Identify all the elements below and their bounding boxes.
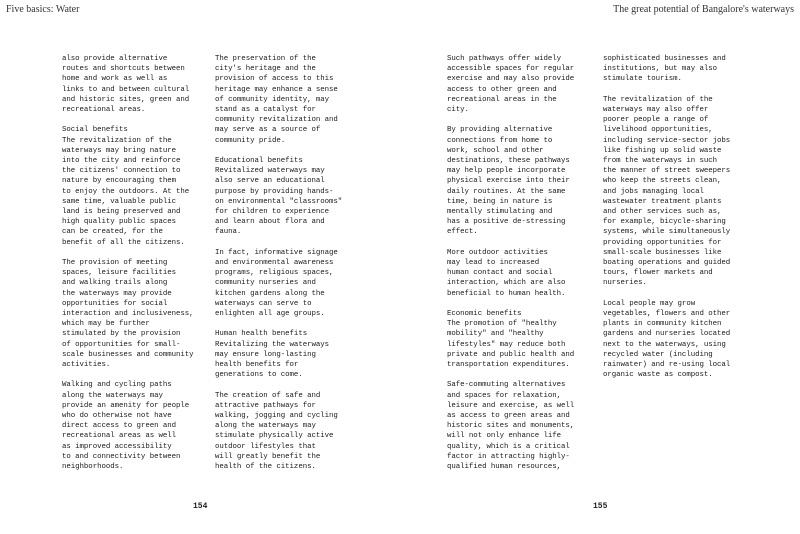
paragraph: Human health benefits Revitalizing the waterways may ensure long-lasting health benefits for generations to come. [215, 330, 330, 380]
paragraph: Local people may grow vegetables, flowers and other plants in community kitchen gardens and nurseries located next to the waterways, using recycled water (including rainwater) and re-using local organic waste as compost. [603, 299, 731, 380]
paragraph: also provide alternative routes and shortcuts between home and work as well as links to and between cultural and historic sites, green and recreational areas. [62, 55, 190, 115]
paragraph: The provision of meeting spaces, leisure facilities and walking trails along the waterways may provide opportunities for social interaction and inclusiveness, which may be further stimulated by the provision of opportunities for small- scale businesses and community activities. [62, 259, 194, 370]
page-number-left: 154 [193, 502, 208, 511]
right-page-column-2 [603, 54, 775, 391]
paragraph: By providing alternative connections from home to work, school and other destinations, these pathways may help people incorporate physical exercise into their daily routines. At the same time, being in nature is mentally stimulating and has a positive de-stressing effect. [447, 126, 570, 237]
paragraph: More outdoor activities may lead to increased human contact and social interaction, which are also beneficial to human health. [447, 248, 566, 298]
paragraph: The preservation of the city's heritage and the provision of access to this heritage may enhance a sense of community identity, may stand as a catalyst for community revitalization and may serve as a source of community pride. [215, 55, 338, 145]
paragraph: The revitalization of the waterways may also offer poorer people a range of livelihood opportunities, including service-sector jobs like fishing up solid waste from the waterways in such the manner of street sweepers who keep the streets clean, and jobs managing local wastewater treatment plants and other services such as, for example, bicycle-sharing systems, while simultaneously providing opportunities for small-scale businesses like boating operations and guided tours, flower markets and nurseries. [603, 95, 731, 288]
right-page-column-1 [447, 54, 607, 482]
paragraph: Educational benefits Revitalized waterways may also serve an educational purpose by providing hands- on environmental "classrooms" for children to experience and learn about flora and fauna. [215, 157, 343, 237]
left-page-column-2 [215, 54, 375, 482]
paragraph: The creation of safe and attractive pathways for walking, jogging and cycling along the waterways may stimulate physically active outdoor lifestyles that will greatly benefit the health of the citizens. [215, 391, 338, 472]
page-number-right: 155 [593, 502, 608, 511]
paragraph: Safe-commuting alternatives and spaces for relaxation, leisure and exercise, as well as access to green areas and historic sites and monuments, will not only enhance life quality, which is a critical factor in attracting highly- qualified human resources, [447, 381, 575, 472]
paragraph: sophisticated businesses and institutions, but may also stimulate tourism. [603, 55, 726, 84]
left-page-column-1 [62, 54, 222, 482]
paragraph: In fact, informative signage and environmental awareness programs, religious spaces, community nurseries and kitchen gardens along the waterways can serve to enlighten all age groups. [215, 248, 338, 319]
paragraph: Economic benefits The promotion of "healthy mobility" and "healthy lifestyles" may reduce both private and public health and transportation expenditures. [447, 310, 575, 370]
paragraph: Walking and cycling paths along the waterways may provide an amenity for people who do otherwise not have direct access to green and recreational areas as well as improved accessibility to and connectivity between neighborhoods. [62, 381, 190, 472]
paragraph: Such pathways offer widely accessible spaces for regular exercise and may also provide access to other green and recreational areas in the city. [447, 55, 575, 115]
running-head-left: Five basics: Water [6, 4, 80, 15]
running-head-right: The great potential of Bangalore's waterways [613, 4, 794, 15]
paragraph: Social benefits The revitalization of the waterways may bring nature into the city and reinforce the citizens' connection to nature by encouraging them to enjoy the outdoors. At the same time, valuable public land is being preserved and high quality public spaces can be created, for the benefit of all the citizens. [62, 126, 190, 247]
